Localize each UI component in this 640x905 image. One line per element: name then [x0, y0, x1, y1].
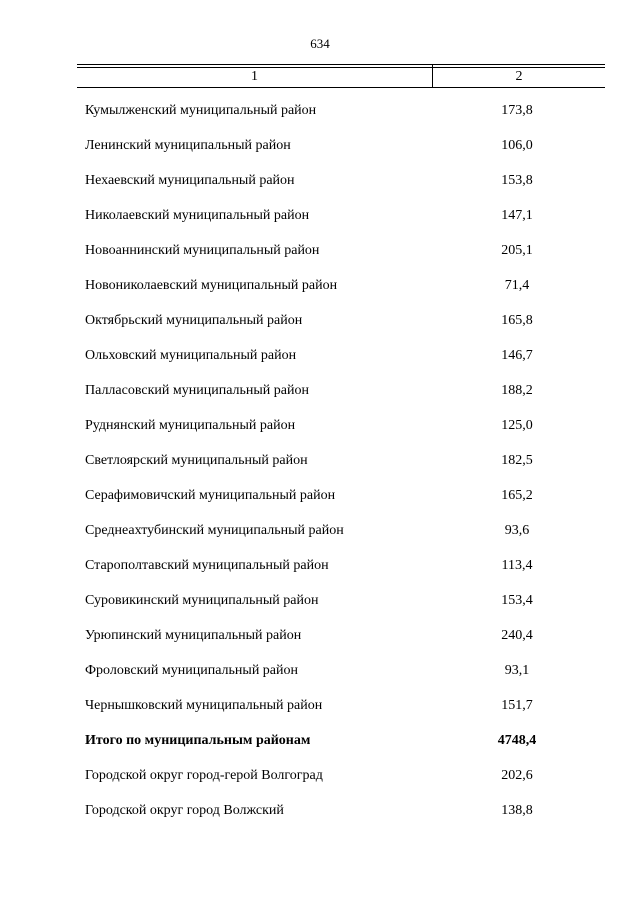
table-row: [77, 234, 605, 269]
table-row: [77, 514, 605, 549]
row-name: Новоаннинский муниципальный район: [85, 243, 320, 258]
row-name: Городской округ город Волжский: [85, 803, 284, 818]
row-value: 146,7: [501, 348, 533, 363]
row-value: 4748,4: [497, 733, 537, 748]
row-value: 173,8: [501, 103, 533, 118]
column-header-2: 2: [515, 69, 523, 84]
row-value: 153,8: [501, 173, 533, 188]
row-value: 147,1: [501, 208, 533, 223]
row-name: Среднеахтубинский муниципальный район: [85, 523, 344, 538]
row-name: Городской округ город-герой Волгоград: [85, 768, 323, 783]
row-name: Новониколаевский муниципальный район: [85, 278, 338, 293]
row-name: Октябрьский муниципальный район: [85, 313, 303, 328]
row-name: Суровикинский муниципальный район: [85, 593, 319, 608]
row-name: Старополтавский муниципальный район: [85, 558, 329, 573]
table-row: [77, 304, 605, 339]
row-value: 153,4: [501, 593, 533, 608]
row-name: Серафимовичский муниципальный район: [85, 488, 336, 503]
row-name: Ольховский муниципальный район: [85, 348, 297, 363]
column-header-1: 1: [251, 69, 258, 84]
row-value: 165,8: [501, 313, 533, 328]
row-value: 188,2: [501, 383, 533, 398]
row-value: 106,0: [501, 138, 533, 153]
row-name: Урюпинский муниципальный район: [85, 628, 302, 643]
row-value: 182,5: [501, 453, 533, 468]
table-row: [77, 94, 605, 129]
row-name: Светлоярский муниципальный район: [85, 453, 308, 468]
table-header: [77, 64, 605, 88]
row-name: Фроловский муниципальный район: [85, 663, 299, 678]
row-name: Итого по муниципальным районам: [85, 733, 311, 748]
row-value: 202,6: [501, 768, 533, 783]
row-name: Нехаевский муниципальный район: [85, 173, 295, 188]
row-value: 138,8: [501, 803, 533, 818]
row-name: Ленинский муниципальный район: [85, 138, 291, 153]
page-number: 634: [310, 36, 330, 51]
table-row: [77, 794, 605, 829]
table-row: [77, 409, 605, 444]
table-row: [77, 654, 605, 689]
table-row: [77, 374, 605, 409]
row-value: 205,1: [501, 243, 533, 258]
data-table: [77, 64, 605, 818]
table-body: [77, 94, 605, 829]
row-name: Чернышковский муниципальный район: [85, 698, 323, 713]
row-name: Руднянский муниципальный район: [85, 418, 296, 433]
row-name: Кумылженский муниципальный район: [85, 103, 317, 118]
table-row: [77, 689, 605, 724]
table-row: [77, 444, 605, 479]
table-row: [77, 549, 605, 584]
table-row: [77, 164, 605, 199]
table-row: [77, 479, 605, 514]
table-row: [77, 759, 605, 794]
row-name: Николаевский муниципальный район: [85, 208, 310, 223]
row-name: Палласовский муниципальный район: [85, 383, 309, 398]
row-value: 151,7: [501, 698, 533, 713]
table-row: [77, 269, 605, 304]
row-value: 165,2: [501, 488, 533, 503]
table-row: [77, 129, 605, 164]
row-value: 93,1: [504, 663, 530, 678]
table-row: [77, 619, 605, 654]
table-row-total: [77, 724, 605, 759]
row-value: 125,0: [501, 418, 533, 433]
table-row: [77, 339, 605, 374]
table-row: [77, 584, 605, 619]
row-value: 113,4: [501, 558, 533, 573]
row-value: 240,4: [501, 628, 533, 643]
row-value: 71,4: [504, 278, 530, 293]
table-row: [77, 199, 605, 234]
row-value: 93,6: [504, 523, 530, 538]
